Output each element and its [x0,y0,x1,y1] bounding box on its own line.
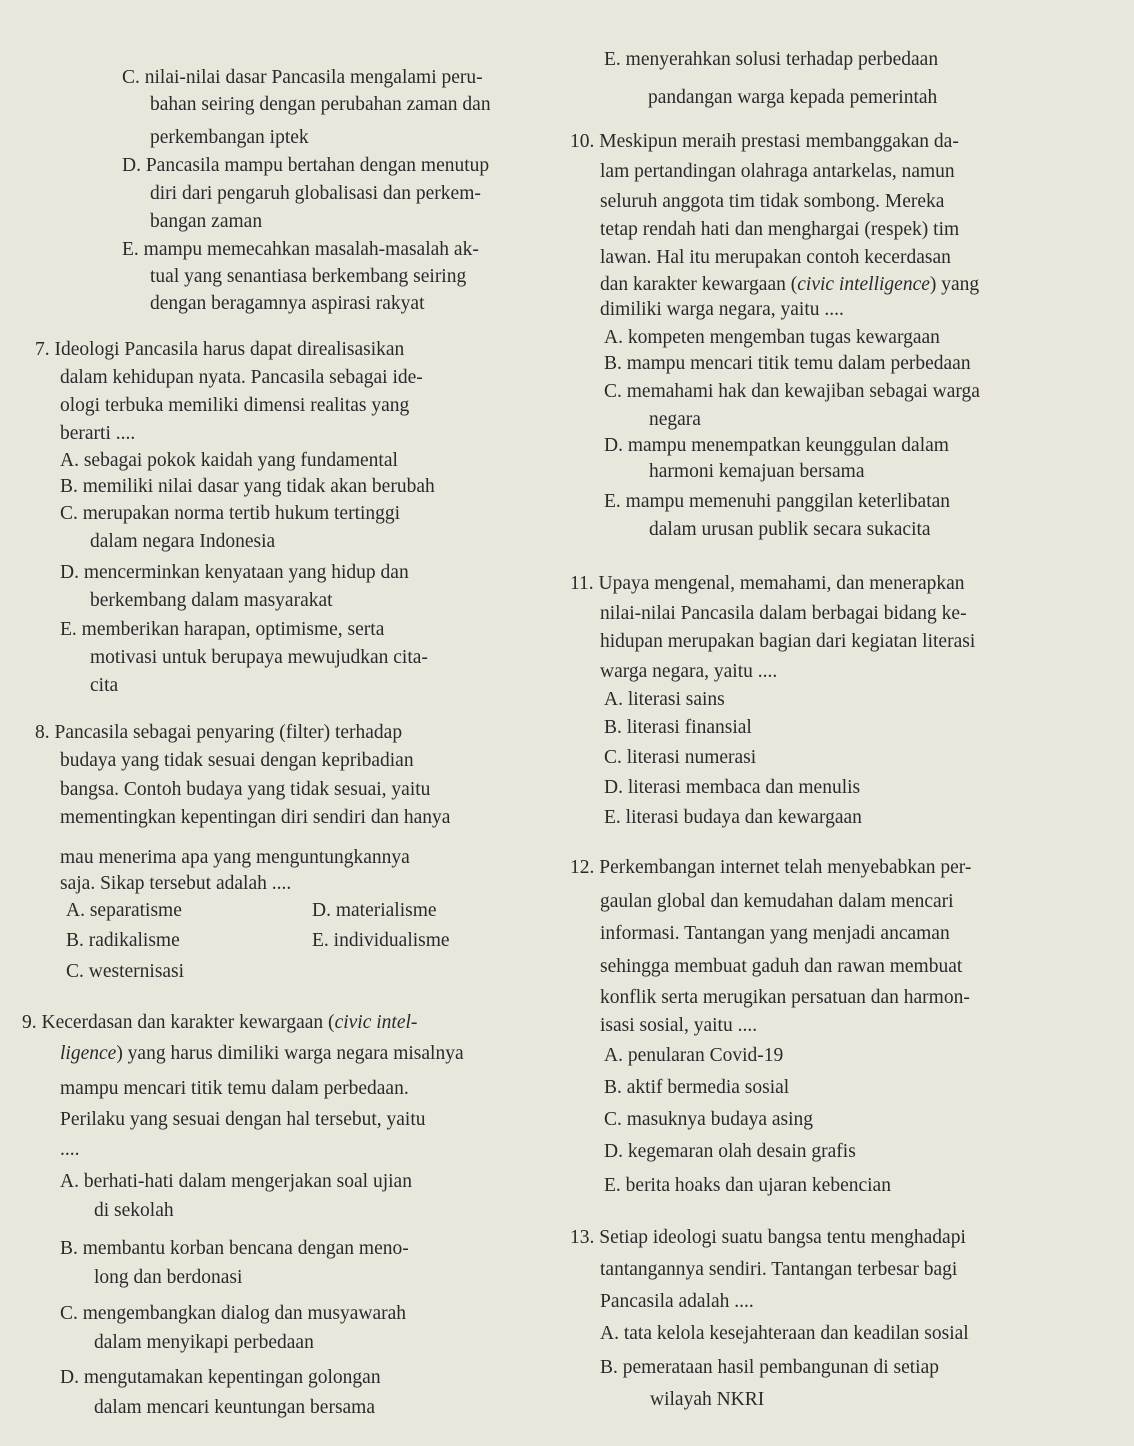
option-d: D. mampu menempatkan keunggulan dalam [604,435,949,456]
text-line: bangan zaman [150,211,263,232]
option-b: B. pemerataan hasil pembangunan di setiap [600,1357,939,1378]
option-a: A. kompeten mengemban tugas kewargaan [604,327,940,348]
option-a: A. sebagai pokok kaidah yang fundamental [60,450,398,471]
option-c: C. mengembangkan dialog dan musyawarah [60,1303,407,1324]
option-a: A. tata kelola kesejahteraan dan keadilan sosial [600,1323,969,1344]
option-d: D. materialisme [312,900,437,921]
option-b: B. radikalisme [66,930,180,951]
question-text: gaulan global dan kemudahan dalam mencari [600,891,954,912]
question-text: isasi sosial, yaitu .... [600,1015,758,1036]
option-e: E. berita hoaks dan ujaran kebencian [604,1175,891,1196]
text-line: tual yang senantiasa berkembang seiring [150,266,467,287]
question-text: dan karakter kewargaan (civic intelligence) yang [600,274,980,295]
question-text: seluruh anggota tim tidak sombong. Mereka [600,191,945,212]
option-b: B. memiliki nilai dasar yang tidak akan berubah [60,476,435,497]
question-text: dimiliki warga negara, yaitu .... [600,299,844,320]
question-text: tantangannya sendiri. Tantangan terbesar bagi [600,1259,958,1280]
question-text: saja. Sikap tersebut adalah .... [60,873,292,894]
question-text: 9. Kecerdasan dan karakter kewargaan (civic intel- [22,1012,418,1033]
text-line: dengan beragamnya aspirasi rakyat [150,293,425,314]
option-d: D. kegemaran olah desain grafis [604,1141,856,1162]
question-text: 10. Meskipun meraih prestasi membanggakan da- [570,131,959,152]
question-text: 11. Upaya mengenal, memahami, dan menerapkan [570,573,965,594]
option-c-cont: negara [649,409,701,430]
option-e-cont: cita [90,675,119,696]
option-e: E. mampu memenuhi panggilan keterlibatan [604,491,951,512]
option-e-cont: dalam urusan publik secara sukacita [649,519,931,540]
option-d-cont: dalam mencari keuntungan bersama [94,1397,376,1418]
option-c: C. westernisasi [66,961,185,982]
question-text: mau menerima apa yang menguntungkannya [60,847,410,868]
text-line: E. mampu memecahkan masalah-masalah ak- [122,239,479,260]
option-c: C. literasi numerasi [604,747,757,768]
option-b: B. mampu mencari titik temu dalam perbedaan [604,353,971,374]
question-text: dalam kehidupan nyata. Pancasila sebagai ide- [60,367,423,388]
option-b-cont: wilayah NKRI [650,1389,765,1410]
option-a: A. separatisme [66,900,182,921]
option-a-cont: di sekolah [94,1200,174,1221]
question-text: 12. Perkembangan internet telah menyebabkan per- [570,857,972,878]
question-text: Pancasila adalah .... [600,1291,754,1312]
option-e: E. literasi budaya dan kewargaan [604,807,862,828]
option-a: A. penularan Covid-19 [604,1045,784,1066]
question-text: bangsa. Contoh budaya yang tidak sesuai, yaitu [60,779,431,800]
question-text: .... [60,1139,80,1160]
question-text: budaya yang tidak sesuai dengan kepribadian [60,750,414,771]
question-text: berarti .... [60,423,136,444]
question-text: warga negara, yaitu .... [600,661,778,682]
question-text: mementingkan kepentingan diri sendiri dan hanya [60,807,451,828]
text-line: D. Pancasila mampu bertahan dengan menutup [122,155,490,176]
text-line: E. menyerahkan solusi terhadap perbedaan [604,49,939,70]
question-text: ologi terbuka memiliki dimensi realitas yang [60,395,410,416]
option-e-cont: motivasi untuk berupaya mewujudkan cita- [90,647,428,668]
option-d: D. literasi membaca dan menulis [604,777,861,798]
text-line: C. nilai-nilai dasar Pancasila mengalami peru- [122,67,483,88]
option-b-cont: long dan berdonasi [94,1267,243,1288]
text-line: pandangan warga kepada pemerintah [648,87,938,108]
question-text: nilai-nilai Pancasila dalam berbagai bidang ke- [600,603,967,624]
option-d-cont: berkembang dalam masyarakat [90,590,333,611]
question-text: konflik serta merugikan persatuan dan harmon- [600,987,970,1008]
question-text: hidupan merupakan bagian dari kegiatan literasi [600,631,976,652]
question-text: mampu mencari titik temu dalam perbedaan. [60,1078,409,1099]
option-d: D. mencerminkan kenyataan yang hidup dan [60,562,409,583]
text-line: diri dari pengaruh globalisasi dan perkem- [150,183,481,204]
option-e: E. individualisme [312,930,450,951]
question-text: lawan. Hal itu merupakan contoh kecerdasan [600,247,951,268]
question-text: 13. Setiap ideologi suatu bangsa tentu menghadapi [570,1227,966,1248]
option-a: A. literasi sains [604,689,725,710]
question-text: ligence) yang harus dimiliki warga negara misalnya [60,1043,464,1064]
option-c-cont: dalam negara Indonesia [90,531,276,552]
text-line: perkembangan iptek [150,127,309,148]
option-e: E. memberikan harapan, optimisme, serta [60,619,385,640]
question-text: tetap rendah hati dan menghargai (respek) tim [600,219,960,240]
option-c: C. merupakan norma tertib hukum tertinggi [60,503,401,524]
option-c-cont: dalam menyikapi perbedaan [94,1332,314,1353]
option-c: C. memahami hak dan kewajiban sebagai warga [604,381,980,402]
option-b: B. aktif bermedia sosial [604,1077,790,1098]
option-d: D. mengutamakan kepentingan golongan [60,1367,381,1388]
question-text: informasi. Tantangan yang menjadi ancaman [600,923,950,944]
text-line: bahan seiring dengan perubahan zaman dan [150,94,491,115]
question-text: Perilaku yang sesuai dengan hal tersebut, yaitu [60,1109,426,1130]
question-text: lam pertandingan olahraga antarkelas, namun [600,161,955,182]
option-c: C. masuknya budaya asing [604,1109,814,1130]
option-a: A. berhati-hati dalam mengerjakan soal ujian [60,1171,412,1192]
option-b: B. literasi finansial [604,717,752,738]
question-text: 8. Pancasila sebagai penyaring (filter) terhadap [35,722,403,743]
question-text: sehingga membuat gaduh dan rawan membuat [600,956,963,977]
question-text: 7. Ideologi Pancasila harus dapat direalisasikan [35,339,405,360]
option-b: B. membantu korban bencana dengan meno- [60,1238,409,1259]
option-d-cont: harmoni kemajuan bersama [649,461,865,482]
